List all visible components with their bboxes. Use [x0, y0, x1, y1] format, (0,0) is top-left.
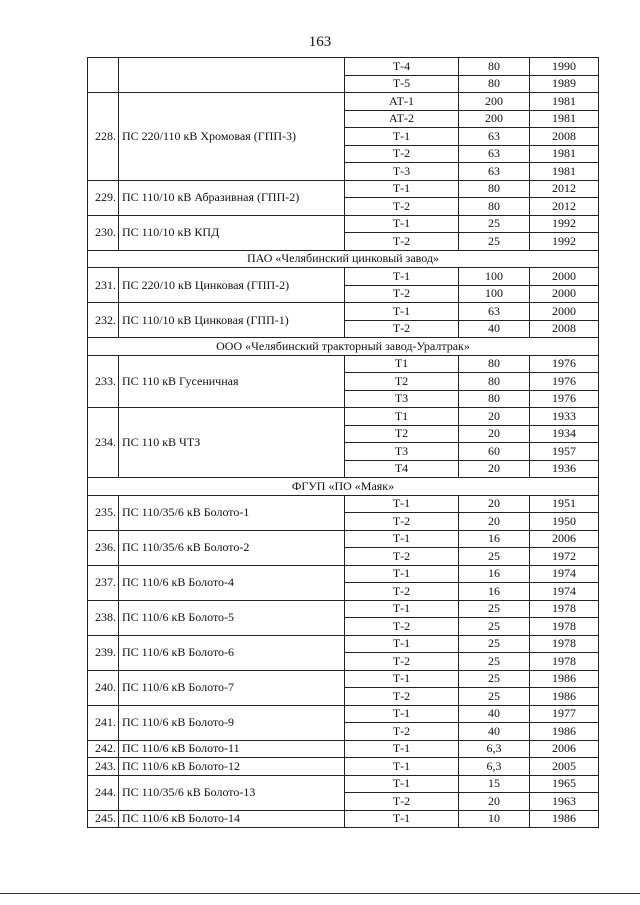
transformer-capacity: 20 — [459, 425, 530, 443]
substation-name: ПС 110/35/6 кВ Болото-1 — [119, 495, 345, 530]
commission-year: 1986 — [530, 688, 599, 706]
transformer-id: Т-2 — [345, 723, 459, 741]
transformer-capacity: 20 — [459, 408, 530, 426]
transformer-capacity: 20 — [459, 793, 530, 811]
table-row — [88, 775, 599, 793]
row-number: 245. — [88, 810, 119, 828]
table-row — [88, 180, 599, 198]
org-header-row — [88, 250, 599, 268]
transformer-id: Т-1 — [345, 128, 459, 146]
transformer-capacity: 20 — [459, 513, 530, 531]
substation-table — [87, 57, 599, 828]
row-number: 236. — [88, 530, 119, 565]
substation-name: ПС 110/6 кВ Болото-5 — [119, 600, 345, 635]
transformer-id: Т-3 — [345, 163, 459, 181]
transformer-id: Т-2 — [345, 618, 459, 636]
table-row — [88, 705, 599, 723]
commission-year: 1981 — [530, 93, 599, 111]
transformer-capacity: 6,3 — [459, 758, 530, 776]
transformer-id: Т-1 — [345, 215, 459, 233]
transformer-id: Т-2 — [345, 513, 459, 531]
transformer-id: Т-2 — [345, 688, 459, 706]
table-row — [88, 600, 599, 618]
transformer-id: Т-1 — [345, 705, 459, 723]
transformer-id: Т-1 — [345, 740, 459, 758]
commission-year: 1981 — [530, 163, 599, 181]
transformer-id: Т4 — [345, 460, 459, 478]
transformer-capacity: 80 — [459, 390, 530, 408]
substation-name: ПС 110/10 кВ Абразивная (ГПП-2) — [119, 180, 345, 215]
commission-year: 1981 — [530, 110, 599, 128]
transformer-capacity: 10 — [459, 810, 530, 828]
transformer-capacity: 60 — [459, 443, 530, 461]
transformer-id: Т-2 — [345, 233, 459, 251]
transformer-capacity: 100 — [459, 285, 530, 303]
substation-name: ПС 220/110 кВ Хромовая (ГПП-3) — [119, 93, 345, 181]
commission-year: 2006 — [530, 740, 599, 758]
org-header-row — [88, 338, 599, 356]
row-number — [88, 58, 119, 93]
transformer-capacity: 200 — [459, 110, 530, 128]
row-number: 228. — [88, 93, 119, 181]
transformer-id: Т-1 — [345, 600, 459, 618]
transformer-capacity: 63 — [459, 128, 530, 146]
transformer-id: Т-1 — [345, 530, 459, 548]
transformer-capacity: 40 — [459, 705, 530, 723]
table-row — [88, 810, 599, 828]
org-header-row — [88, 478, 599, 496]
transformer-id: Т1 — [345, 408, 459, 426]
table-row — [88, 215, 599, 233]
transformer-capacity: 100 — [459, 268, 530, 286]
commission-year: 1976 — [530, 390, 599, 408]
table-row — [88, 355, 599, 373]
commission-year: 1976 — [530, 355, 599, 373]
row-number: 240. — [88, 670, 119, 705]
transformer-capacity: 20 — [459, 495, 530, 513]
commission-year: 1978 — [530, 635, 599, 653]
commission-year: 1974 — [530, 583, 599, 601]
commission-year: 1986 — [530, 670, 599, 688]
transformer-capacity: 80 — [459, 198, 530, 216]
transformer-capacity: 15 — [459, 775, 530, 793]
table-row — [88, 740, 599, 758]
transformer-capacity: 40 — [459, 723, 530, 741]
row-number: 244. — [88, 775, 119, 810]
commission-year: 2000 — [530, 285, 599, 303]
transformer-capacity: 25 — [459, 548, 530, 566]
transformer-id: Т3 — [345, 390, 459, 408]
transformer-id: Т2 — [345, 425, 459, 443]
commission-year: 1981 — [530, 145, 599, 163]
transformer-id: Т3 — [345, 443, 459, 461]
transformer-capacity: 20 — [459, 460, 530, 478]
transformer-capacity: 25 — [459, 233, 530, 251]
transformer-capacity: 80 — [459, 373, 530, 391]
transformer-capacity: 16 — [459, 565, 530, 583]
commission-year: 1978 — [530, 653, 599, 671]
row-number: 241. — [88, 705, 119, 740]
transformer-capacity: 25 — [459, 670, 530, 688]
row-number: 235. — [88, 495, 119, 530]
transformer-capacity: 63 — [459, 163, 530, 181]
table-row — [88, 58, 599, 76]
commission-year: 1933 — [530, 408, 599, 426]
row-number: 232. — [88, 303, 119, 338]
commission-year: 1972 — [530, 548, 599, 566]
transformer-id: Т-1 — [345, 268, 459, 286]
transformer-capacity: 25 — [459, 653, 530, 671]
commission-year: 1976 — [530, 373, 599, 391]
transformer-id: Т-1 — [345, 180, 459, 198]
commission-year: 2008 — [530, 320, 599, 338]
row-number: 234. — [88, 408, 119, 478]
row-number: 229. — [88, 180, 119, 215]
substation-name — [119, 58, 345, 93]
transformer-id: Т-2 — [345, 198, 459, 216]
transformer-id: Т-2 — [345, 653, 459, 671]
table-row — [88, 670, 599, 688]
transformer-id: АТ-1 — [345, 93, 459, 111]
transformer-id: Т-1 — [345, 775, 459, 793]
org-name: ФГУП «ПО «Маяк» — [88, 478, 599, 496]
commission-year: 1978 — [530, 618, 599, 636]
transformer-id: Т2 — [345, 373, 459, 391]
transformer-capacity: 25 — [459, 215, 530, 233]
commission-year: 1978 — [530, 600, 599, 618]
commission-year: 2012 — [530, 180, 599, 198]
commission-year: 1974 — [530, 565, 599, 583]
table-row — [88, 408, 599, 426]
transformer-capacity: 25 — [459, 635, 530, 653]
substation-name: ПС 110/10 кВ КПД — [119, 215, 345, 250]
transformer-id: Т-5 — [345, 75, 459, 93]
transformer-id: Т-2 — [345, 583, 459, 601]
commission-year: 1990 — [530, 58, 599, 76]
commission-year: 2006 — [530, 530, 599, 548]
transformer-id: Т-2 — [345, 793, 459, 811]
transformer-capacity: 40 — [459, 320, 530, 338]
commission-year: 1951 — [530, 495, 599, 513]
substation-name: ПС 110 кВ ЧТЗ — [119, 408, 345, 478]
commission-year: 1963 — [530, 793, 599, 811]
transformer-capacity: 16 — [459, 530, 530, 548]
commission-year: 1965 — [530, 775, 599, 793]
transformer-id: Т-1 — [345, 495, 459, 513]
transformer-capacity: 200 — [459, 93, 530, 111]
substation-name: ПС 220/10 кВ Цинковая (ГПП-2) — [119, 268, 345, 303]
transformer-capacity: 25 — [459, 600, 530, 618]
commission-year: 1957 — [530, 443, 599, 461]
substation-name: ПС 110/35/6 кВ Болото-2 — [119, 530, 345, 565]
row-number: 242. — [88, 740, 119, 758]
transformer-id: Т-1 — [345, 565, 459, 583]
substation-name: ПС 110 кВ Гусеничная — [119, 355, 345, 408]
transformer-capacity: 25 — [459, 618, 530, 636]
table-row — [88, 530, 599, 548]
transformer-id: Т-1 — [345, 635, 459, 653]
substation-name: ПС 110/6 кВ Болото-4 — [119, 565, 345, 600]
transformer-capacity: 25 — [459, 688, 530, 706]
transformer-id: Т-2 — [345, 548, 459, 566]
table-row — [88, 303, 599, 321]
transformer-capacity: 80 — [459, 75, 530, 93]
commission-year: 1992 — [530, 233, 599, 251]
transformer-id: Т-1 — [345, 810, 459, 828]
page-number: 163 — [308, 34, 332, 50]
org-name: ООО «Челябинский тракторный завод-Уралтрак» — [88, 338, 599, 356]
commission-year: 1986 — [530, 810, 599, 828]
table-row — [88, 758, 599, 776]
substation-name: ПС 110/6 кВ Болото-14 — [119, 810, 345, 828]
commission-year: 1977 — [530, 705, 599, 723]
substation-name: ПС 110/6 кВ Болото-11 — [119, 740, 345, 758]
table-row — [88, 635, 599, 653]
transformer-id: АТ-2 — [345, 110, 459, 128]
transformer-id: Т-1 — [345, 670, 459, 688]
row-number: 231. — [88, 268, 119, 303]
transformer-capacity: 6,3 — [459, 740, 530, 758]
commission-year: 1989 — [530, 75, 599, 93]
transformer-id: Т1 — [345, 355, 459, 373]
transformer-id: Т-4 — [345, 58, 459, 76]
row-number: 237. — [88, 565, 119, 600]
table-row — [88, 268, 599, 286]
substation-name: ПС 110/6 кВ Болото-7 — [119, 670, 345, 705]
transformer-id: Т-1 — [345, 303, 459, 321]
org-name: ПАО «Челябинский цинковый завод» — [88, 250, 599, 268]
commission-year: 1950 — [530, 513, 599, 531]
transformer-id: Т-2 — [345, 285, 459, 303]
transformer-capacity: 80 — [459, 355, 530, 373]
substation-name: ПС 110/10 кВ Цинковая (ГПП-1) — [119, 303, 345, 338]
commission-year: 2005 — [530, 758, 599, 776]
row-number: 230. — [88, 215, 119, 250]
table-row — [88, 495, 599, 513]
transformer-id: Т-1 — [345, 758, 459, 776]
row-number: 243. — [88, 758, 119, 776]
commission-year: 2008 — [530, 128, 599, 146]
commission-year: 1992 — [530, 215, 599, 233]
commission-year: 1934 — [530, 425, 599, 443]
row-number: 238. — [88, 600, 119, 635]
transformer-capacity: 80 — [459, 180, 530, 198]
transformer-capacity: 80 — [459, 58, 530, 76]
commission-year: 2000 — [530, 303, 599, 321]
transformer-capacity: 63 — [459, 303, 530, 321]
substation-name: ПС 110/6 кВ Болото-6 — [119, 635, 345, 670]
table-row — [88, 93, 599, 111]
transformer-capacity: 63 — [459, 145, 530, 163]
commission-year: 1936 — [530, 460, 599, 478]
row-number: 233. — [88, 355, 119, 408]
substation-name: ПС 110/35/6 кВ Болото-13 — [119, 775, 345, 810]
commission-year: 1986 — [530, 723, 599, 741]
commission-year: 2000 — [530, 268, 599, 286]
table-row — [88, 565, 599, 583]
row-number: 239. — [88, 635, 119, 670]
commission-year: 2012 — [530, 198, 599, 216]
transformer-id: Т-2 — [345, 145, 459, 163]
bottom-rule — [0, 893, 640, 894]
transformer-id: Т-2 — [345, 320, 459, 338]
transformer-capacity: 16 — [459, 583, 530, 601]
substation-name: ПС 110/6 кВ Болото-9 — [119, 705, 345, 740]
substation-name: ПС 110/6 кВ Болото-12 — [119, 758, 345, 776]
